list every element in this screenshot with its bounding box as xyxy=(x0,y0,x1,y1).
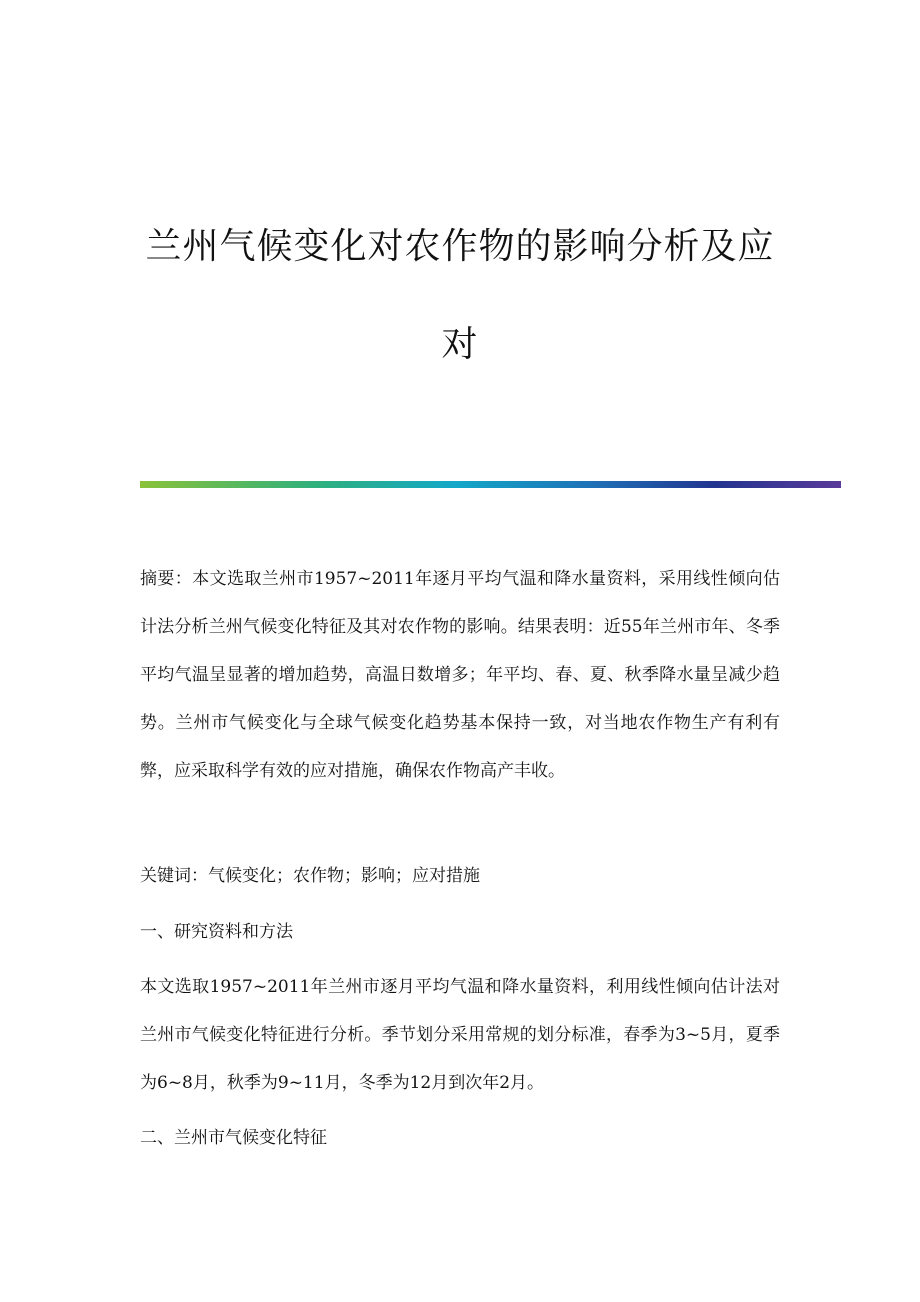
title-divider-gradient xyxy=(140,481,841,488)
document-title-line-1: 兰州气候变化对农作物的影响分析及应 xyxy=(145,226,775,267)
section-2-heading: 二、兰州市气候变化特征 xyxy=(140,1128,327,1148)
keywords-line: 关键词：气候变化；农作物；影响；应对措施 xyxy=(140,866,480,886)
section-1-heading: 一、研究资料和方法 xyxy=(140,922,293,942)
abstract-paragraph: 摘要：本文选取兰州市1957~2011年逐月平均气温和降水量资料，采用线性倾向估计法分析兰州气候变化特征及其对农作物的影响。结果表明：近55年兰州市年、冬季平均气温呈显著的增加趋势，高温日数增多；年平均、春、夏、秋季降水量呈减少趋势。兰州市气候变化与全球气候变化趋势基本保持一致，对当地农作物生产有利有弊，应采取科学有效的应对措施，确保农作物高产丰收。 xyxy=(140,569,780,781)
document-title-line-2: 对 xyxy=(441,324,479,365)
section-1-body: 本文选取1957~2011年兰州市逐月平均气温和降水量资料，利用线性倾向估计法对兰州市气候变化特征进行分析。季节划分采用常规的划分标准，春季为3~5月，夏季为6~8月，秋季为9~11月，冬季为12月到次年2月。 xyxy=(140,977,780,1093)
